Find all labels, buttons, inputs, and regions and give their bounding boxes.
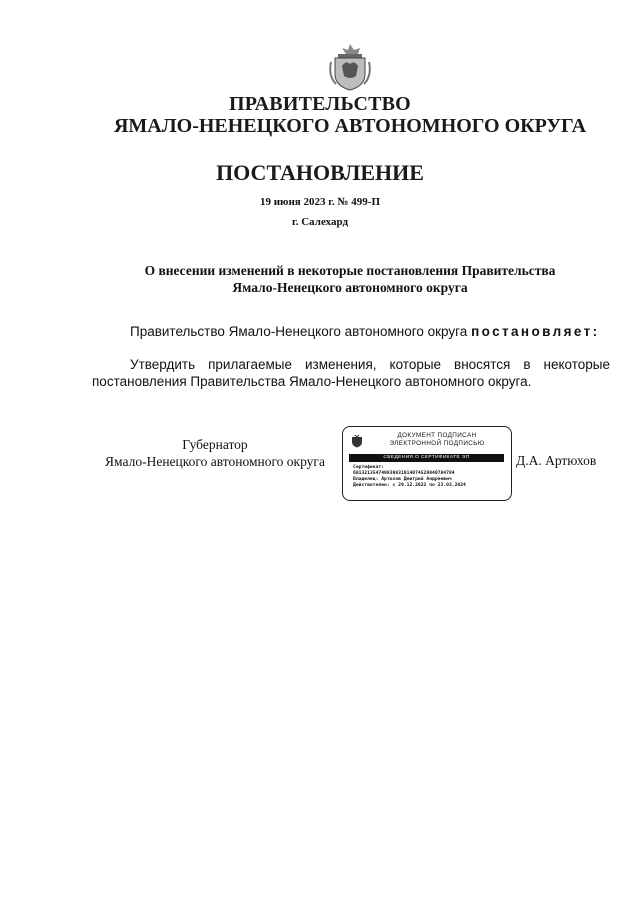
p1-text: Правительство Ямало-Ненецкого автономного округа bbox=[130, 324, 468, 339]
p1-verb: постановляет: bbox=[471, 324, 600, 339]
electronic-signature-stamp bbox=[342, 426, 512, 501]
stamp-owner: Владелец: Артюхов Дмитрий Андреевич bbox=[353, 477, 452, 482]
signatory-title bbox=[92, 436, 338, 470]
subject-line2: Ямало-Ненецкого автономного округа bbox=[232, 280, 468, 295]
document-city: г. Салехард bbox=[291, 216, 349, 228]
stamp-cert-label: Сертификат: bbox=[353, 465, 385, 470]
document-type: ПОСТАНОВЛЕНИЕ bbox=[216, 160, 424, 185]
stamp-heading-line2: ЭЛЕКТРОННОЙ ПОДПИСЬЮ bbox=[389, 440, 485, 447]
signatory-title-line1: Губернатор bbox=[182, 437, 248, 452]
signatory-name: Д.А. Артюхов bbox=[516, 453, 597, 468]
stamp-heading bbox=[369, 432, 505, 448]
document-date-number: 19 июня 2023 г. № 499-П bbox=[259, 196, 381, 208]
stamp-cert-number: 601321354749839831914074529840784784 bbox=[353, 471, 455, 476]
stamp-heading-line1: ДОКУМЕНТ ПОДПИСАН bbox=[397, 432, 477, 439]
stamp-cert-bar: СВЕДЕНИЯ О СЕРТИФИКАТЕ ЭП bbox=[349, 454, 504, 462]
signatory-title-line2: Ямало-Ненецкого автономного округа bbox=[105, 454, 325, 469]
coat-of-arms-icon bbox=[350, 434, 364, 448]
body-paragraph-1 bbox=[130, 324, 620, 339]
document-subject bbox=[80, 262, 620, 296]
stamp-validity: Действителен: с 29.12.2022 по 23.03.2024 bbox=[353, 483, 466, 488]
subject-line1: О внесении изменений в некоторые постановления Правительства bbox=[144, 263, 556, 278]
government-name-line1: ПРАВИТЕЛЬСТВО bbox=[229, 93, 411, 115]
body-paragraph-2: Утвердить прилагаемые изменения, которые вносятся в некоторые постановления Правительства Ямало-Ненецкого автономного округа. bbox=[92, 357, 610, 389]
coat-of-arms-icon bbox=[328, 42, 372, 92]
government-name-line2: ЯМАЛО-НЕНЕЦКОГО АВТОНОМНОГО ОКРУГА bbox=[113, 115, 587, 137]
